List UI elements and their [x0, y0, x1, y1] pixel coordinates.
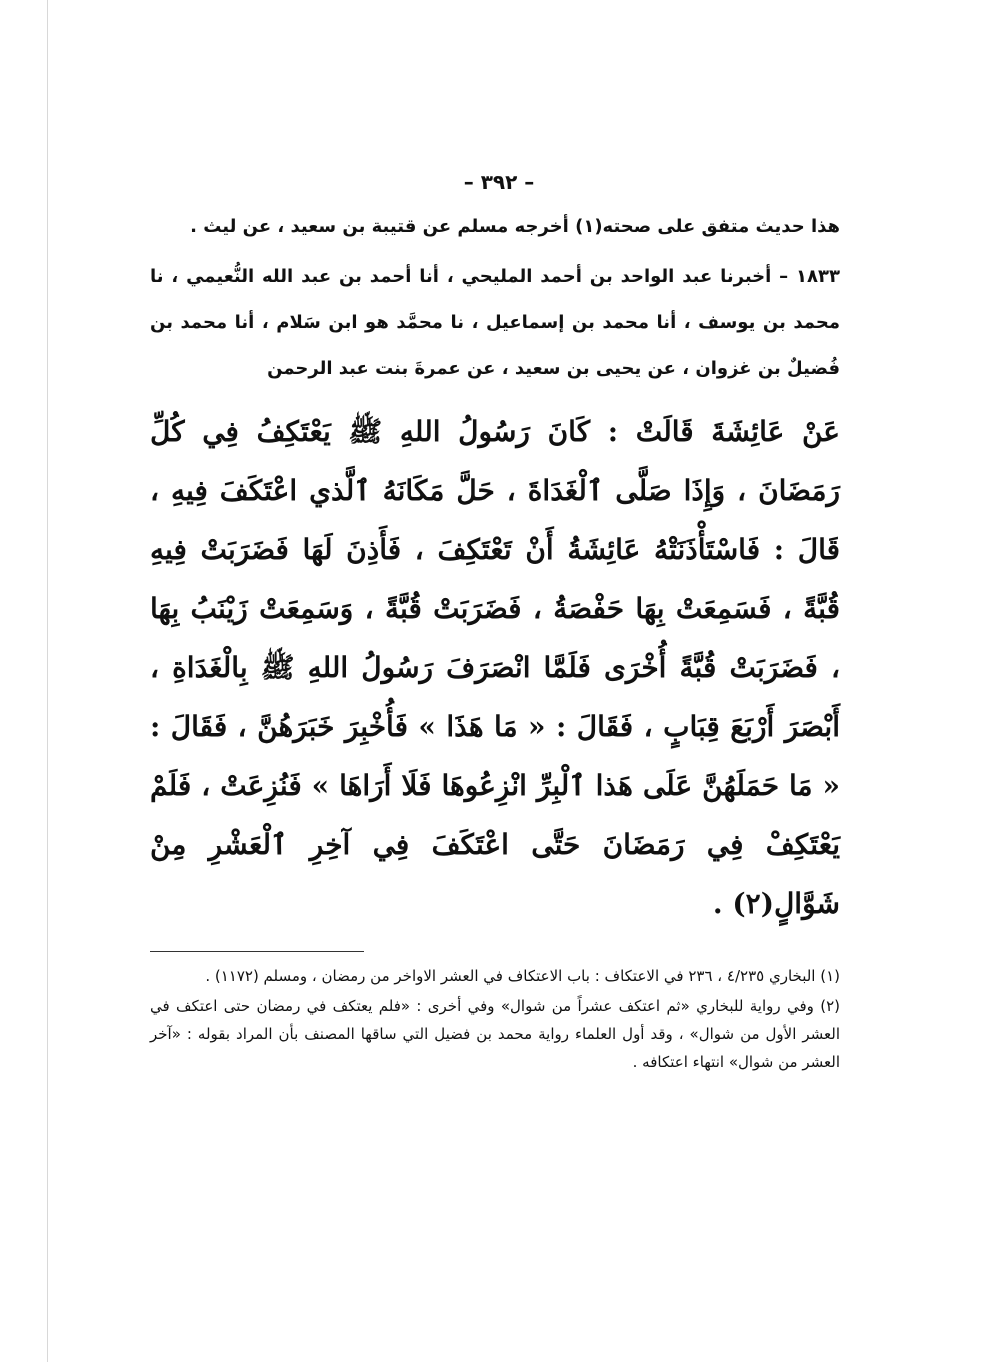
page-number: – ٣٩٢ – — [463, 170, 535, 194]
footnote-2: (٢) وفي رواية للبخاري «ثم اعتكف عشراً من شوال» وفي أخرى : «فلم يعتكف في رمضان حتى اعتكف في العشر الأول من شوال» ، وقد أول العلماء رواية محمد بن فضيل التي ساقها المصنف بأن المراد بقوله : «آخر العشر من شوال» انتهاء اعتكافه . — [150, 997, 840, 1071]
book-page — [150, 170, 840, 1078]
footnotes — [150, 962, 840, 1076]
hadith-text: عَنْ عَائِشَةَ قَالَتْ : كَانَ رَسُولُ اللهِ ﷺ يَعْتَكِفُ فِي كُلِّ رَمَضَانَ ، وَإِذَا صَلَّى ٱلْغَدَاةَ ، حَلَّ مَكَانَهُ ٱلَّذي اعْتَكَفَ فِيهِ ، قَالَ : فَاسْتَأْذَنَتْهُ عَائِشَةُ أَنْ تَعْتَكِفَ ، فَأَذِنَ لَهَا فَضَرَبَتْ فِيهِ قُبَّةً ، فَسَمِعَتْ بِهَا حَفْصَةُ ، فَضَرَبَتْ قُبَّةً ، وَسَمِعَتْ زَيْنَبُ بِهَا ، فَضَرَبَتْ قُبَّةً أُخْرَى فَلَمَّا انْصَرَفَ رَسُولُ اللهِ ﷺ بِالْغَدَاةِ ، أَبْصَرَ أَرْبَعَ قِبَابٍ ، فَقَالَ : « مَا هَذَا » فَأُخْبِرَ خَبَرَهُنَّ ، فَقَالَ : « مَا حَمَلَهُنَّ عَلَى هَذا ٱلْبِرِّ انْزِعُوهَا فَلَا أَرَاهَا » فَنُزِعَتْ ، فَلَمْ يَعْتَكِفْ فِي رَمَضَانَ حَتَّى اعْتَكَفَ فِي آخِرِ ٱلْعَشْرِ مِنْ شَوَّالٍ(٢) . — [150, 415, 840, 920]
hadith-intro: هذا حديث متفق على صحته(١) أخرجه مسلم عن قتيبة بن سعيد ، عن ليث . — [190, 216, 840, 237]
chain-of-narration: ١٨٣٣ – أخبرنا عبد الواحد بن أحمد المليحي ، أنا أحمد بن عبد الله النُّعيمي ، نا محمد بن يوسف ، أنا محمد بن إسماعيل ، نا محمَّد هو ابن سَلام ، أنا محمد بن فُضيلٌ بن غزوان ، عن يحيى بن سعيد ، عن عمرةَ بنت عبد الرحمن — [150, 266, 840, 379]
scan-margin-line — [47, 0, 48, 1362]
footnote-divider — [150, 951, 364, 952]
footnote-1: (١) البخاري ٤/٢٣٥ ، ٢٣٦ في الاعتكاف : باب الاعتكاف في العشر الاواخر من رمضان ، ومسلم (١١٧٢) . — [205, 967, 840, 985]
